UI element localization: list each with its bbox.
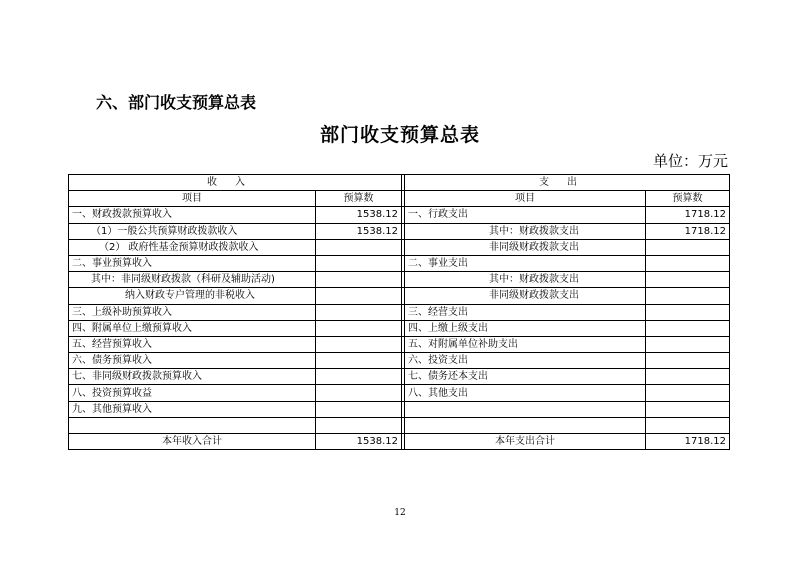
- expense-item-cell: 非同级财政拨款支出: [405, 288, 646, 304]
- income-value-cell: [316, 255, 402, 271]
- expense-item-cell: 一、行政支出: [405, 207, 646, 223]
- expense-item-cell: 三、经营支出: [405, 304, 646, 320]
- expense-item-cell: [405, 401, 646, 417]
- table-row: [69, 207, 730, 223]
- expense-value-cell: [646, 385, 730, 401]
- expense-value-cell: [646, 369, 730, 385]
- income-value-cell: [316, 320, 402, 336]
- income-budget-header: 预算数: [316, 191, 402, 207]
- income-item-cell: 五、经营预算收入: [69, 336, 316, 352]
- income-value-cell: [316, 239, 402, 255]
- budget-table: [68, 174, 730, 450]
- expense-value-cell: [646, 353, 730, 369]
- income-value-cell: [316, 304, 402, 320]
- income-item-header: 项目: [69, 191, 316, 207]
- table-row: [69, 304, 730, 320]
- expense-item-cell: [405, 417, 646, 433]
- expense-item-cell: 五、对附属单位补助支出: [405, 336, 646, 352]
- table-row: [69, 353, 730, 369]
- expense-item-header: 项目: [405, 191, 646, 207]
- expense-item-cell: 二、事业支出: [405, 255, 646, 271]
- expense-item-cell: 其中：财政拨款支出: [405, 223, 646, 239]
- expense-header: 支出: [405, 175, 730, 191]
- expense-value-cell: 1718.12: [646, 207, 730, 223]
- unit-label: 单位：万元: [652, 152, 728, 170]
- income-value-cell: [316, 272, 402, 288]
- income-item-cell: （1）一般公共预算财政拨款收入: [69, 223, 316, 239]
- income-value-cell: [316, 336, 402, 352]
- expense-value-cell: [646, 320, 730, 336]
- expense-item-cell: 四、上缴上级支出: [405, 320, 646, 336]
- table-row: [69, 239, 730, 255]
- table-row: [69, 401, 730, 417]
- income-value-cell: [316, 353, 402, 369]
- table-row: [69, 369, 730, 385]
- expense-total-label: 本年支出合计: [405, 434, 646, 450]
- income-value-cell: [316, 369, 402, 385]
- income-value-cell: [316, 401, 402, 417]
- income-value-cell: [316, 417, 402, 433]
- expense-item-cell: 非同级财政拨款支出: [405, 239, 646, 255]
- table-row: [69, 336, 730, 352]
- income-item-cell: 二、事业预算收入: [69, 255, 316, 271]
- income-total-label: 本年收入合计: [69, 434, 316, 450]
- table-row: [69, 320, 730, 336]
- expense-value-cell: [646, 255, 730, 271]
- income-item-cell: （2） 政府性基金预算财政拨款收入: [69, 239, 316, 255]
- table-header-row: [69, 175, 730, 191]
- expense-item-cell: 七、债务还本支出: [405, 369, 646, 385]
- income-item-cell: 其中：非同级财政拨款（科研及辅助活动): [69, 272, 316, 288]
- document-title: 部门收支预算总表: [319, 124, 480, 146]
- totals-row: [69, 434, 730, 450]
- table-row: [69, 417, 730, 433]
- expense-total-value: 1718.12: [646, 434, 730, 450]
- income-item-cell: 九、其他预算收入: [69, 401, 316, 417]
- expense-value-cell: [646, 288, 730, 304]
- income-value-cell: [316, 385, 402, 401]
- expense-budget-header: 预算数: [646, 191, 730, 207]
- income-value-cell: 1538.12: [316, 207, 402, 223]
- table-row: [69, 223, 730, 239]
- income-item-cell: 六、债务预算收入: [69, 353, 316, 369]
- income-item-cell: [69, 417, 316, 433]
- expense-value-cell: 1718.12: [646, 223, 730, 239]
- income-total-value: 1538.12: [316, 434, 402, 450]
- income-item-cell: 三、上级补助预算收入: [69, 304, 316, 320]
- table-row: [69, 385, 730, 401]
- expense-value-cell: [646, 336, 730, 352]
- income-item-cell: 一、财政拨款预算收入: [69, 207, 316, 223]
- income-item-cell: 纳入财政专户管理的非税收入: [69, 288, 316, 304]
- expense-item-cell: 其中：财政拨款支出: [405, 272, 646, 288]
- expense-item-cell: 六、投资支出: [405, 353, 646, 369]
- expense-item-cell: 八、其他支出: [405, 385, 646, 401]
- expense-value-cell: [646, 272, 730, 288]
- table-row: [69, 255, 730, 271]
- page-number: 12: [394, 508, 406, 518]
- expense-value-cell: [646, 304, 730, 320]
- income-header: 收入: [69, 175, 402, 191]
- income-value-cell: [316, 288, 402, 304]
- table-row: [69, 272, 730, 288]
- table-row: [69, 288, 730, 304]
- expense-value-cell: [646, 401, 730, 417]
- expense-value-cell: [646, 417, 730, 433]
- section-heading: 六、部门收支预算总表: [96, 93, 257, 112]
- table-subheader-row: [69, 191, 730, 207]
- income-item-cell: 八、投资预算收益: [69, 385, 316, 401]
- income-item-cell: 四、附属单位上缴预算收入: [69, 320, 316, 336]
- expense-value-cell: [646, 239, 730, 255]
- income-value-cell: 1538.12: [316, 223, 402, 239]
- income-item-cell: 七、非同级财政拨款预算收入: [69, 369, 316, 385]
